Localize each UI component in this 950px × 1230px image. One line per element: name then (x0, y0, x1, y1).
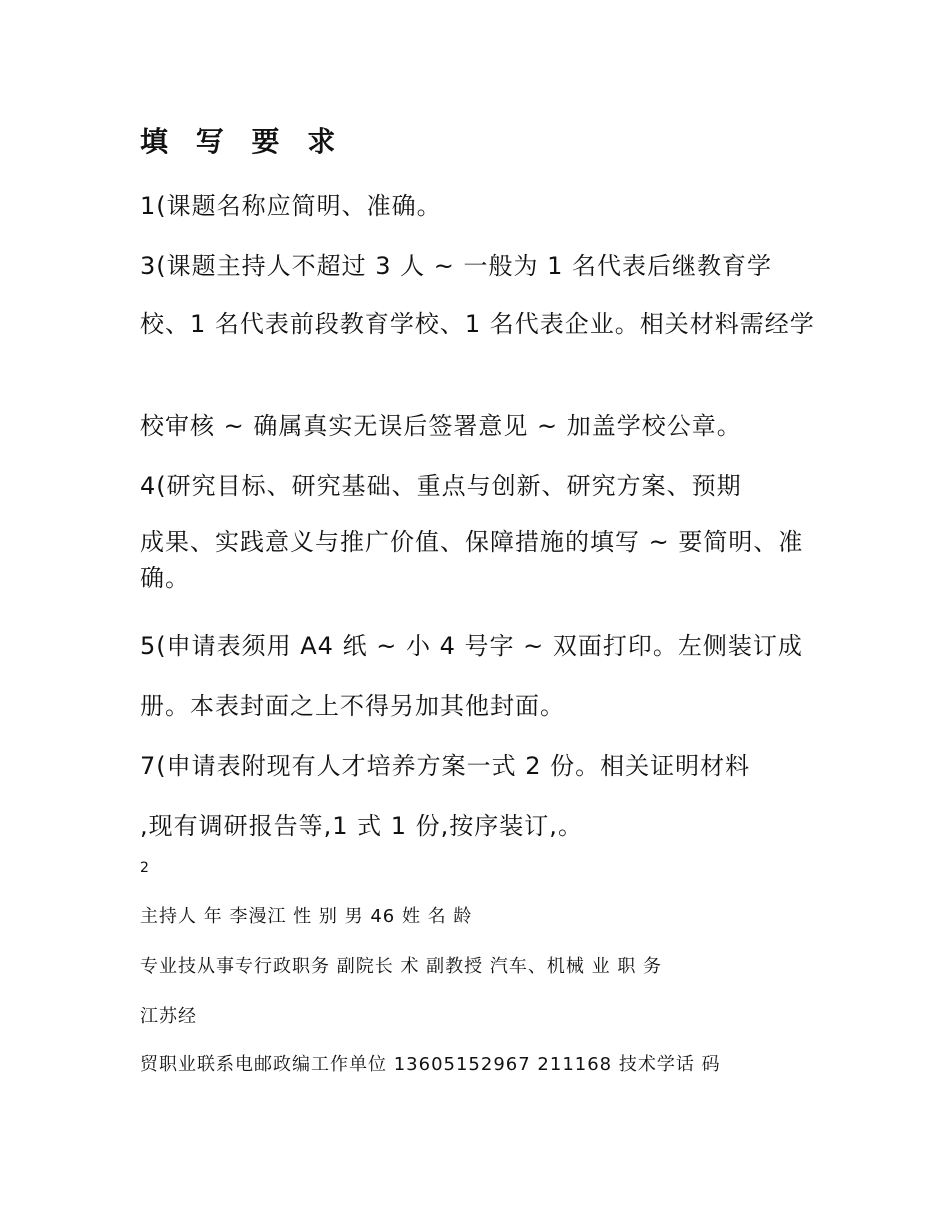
page-title: 填 写 要 求 (140, 125, 345, 158)
requirement-5-line-2: 册。本表封面之上不得另加其他封面。 (140, 692, 565, 720)
info-row-1: 主持人 年 李漫江 性 别 男 46 姓 名 龄 (140, 906, 473, 927)
info-row-4: 贸职业联系电邮政编工作单位 13605152967 211168 技术学话 码 (140, 1054, 721, 1075)
requirement-4-line-2: 成果、实践意义与推广价值、保障措施的填写 ~ 要简明、准确。 (140, 528, 804, 592)
requirement-4-line-1: 4(研究目标、研究基础、重点与创新、研究方案、预期 (140, 472, 742, 500)
requirement-7-line-2: ,现有调研报告等,1 式 1 份,按序装订,。 (140, 812, 583, 840)
info-row-3: 江苏经 (140, 1006, 197, 1027)
requirement-3-line-1: 3(课题主持人不超过 3 人 ~ 一般为 1 名代表后继教育学 (140, 252, 773, 280)
requirement-7-line-1: 7(申请表附现有人才培养方案一式 2 份。相关证明材料 (140, 752, 751, 780)
info-row-2: 专业技从事专行政职务 副院长 术 副教授 汽车、机械 业 职 务 (140, 956, 663, 977)
requirement-5-line-1: 5(申请表须用 A4 纸 ~ 小 4 号字 ~ 双面打印。左侧装订成 (140, 632, 803, 660)
requirement-3-line-2: 校、1 名代表前段教育学校、1 名代表企业。相关材料需经学 (140, 310, 815, 338)
page-number: 2 (140, 860, 149, 876)
requirement-1: 1(课题名称应简明、准确。 (140, 192, 442, 220)
requirement-3-line-3: 校审核 ~ 确属真实无误后签署意见 ~ 加盖学校公章。 (140, 412, 742, 440)
